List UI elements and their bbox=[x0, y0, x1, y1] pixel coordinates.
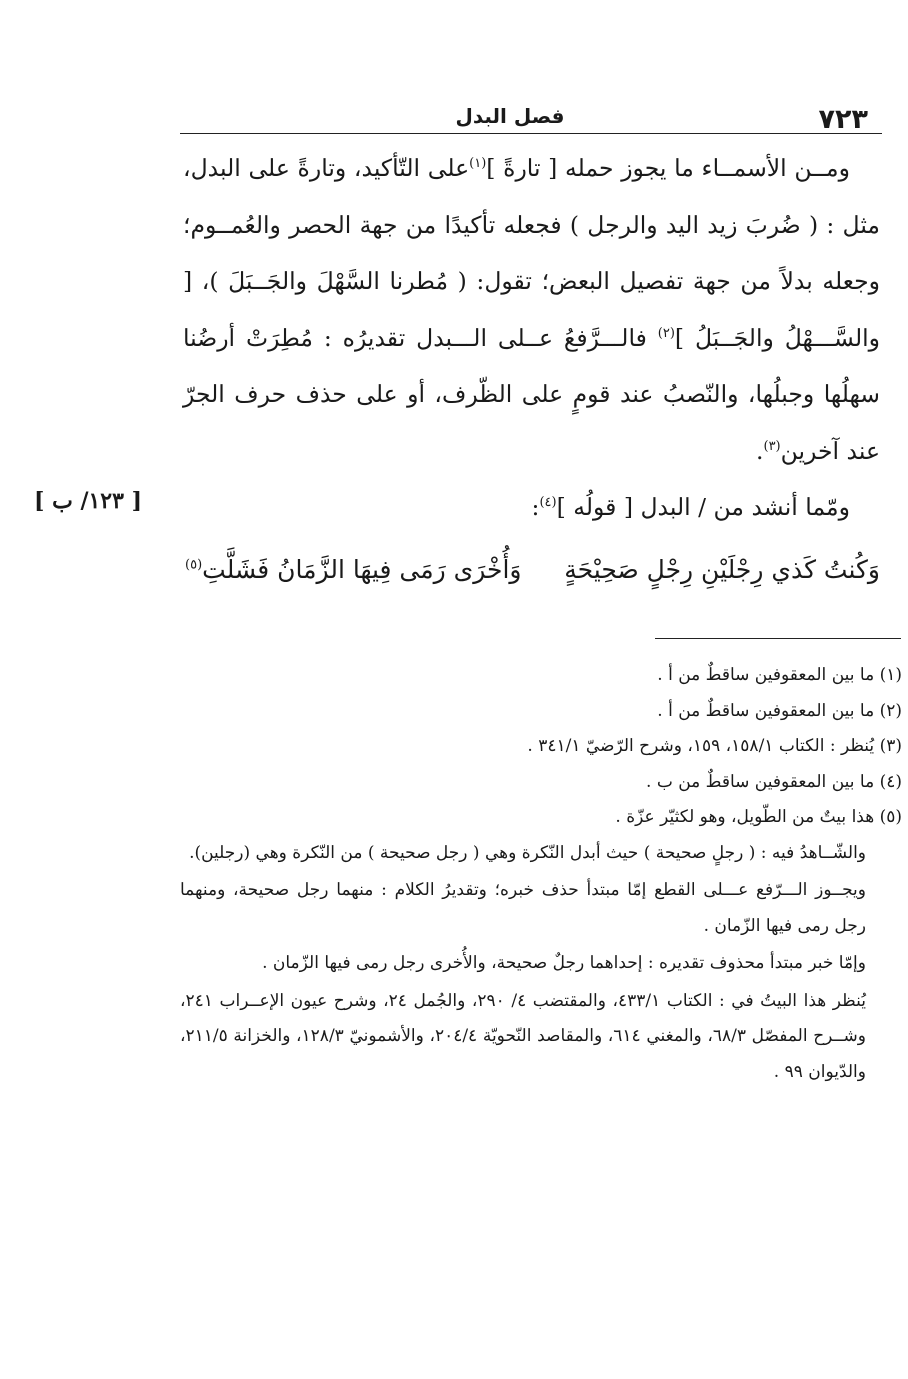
running-title: فصل البدل bbox=[455, 104, 565, 128]
footnote-5-khabar-note: وإمّا خبر مبتدأ محذوف تقديره : إحداهما رجلٌ صحيحة، والأُخرى رجل رمى فيها الزّمان . bbox=[262, 953, 866, 973]
footnote-5: (٥) هذا بيتٌ من الطّويل، وهو لكثيّر عزّة . bbox=[615, 807, 902, 827]
paragraph-1-part-1: ومــن الأسمــاء ما يجوز حمله [ تارةً ] bbox=[486, 154, 850, 182]
footnote-2: (٢) ما بين المعقوفين ساقطٌ من أ . bbox=[657, 700, 902, 721]
footnote-1: (١) ما بين المعقوفين ساقطٌ من أ . bbox=[657, 665, 902, 685]
footnote-5-evidence: والشّــاهدُ فيه : ( رجلٍ صحيحة ) حيث أبدل النّكرة وهي ( رجل صحيحة ) من النّكرة وهي (رجلين). bbox=[189, 842, 866, 863]
verse-second-hemistich bbox=[185, 542, 522, 598]
paragraph-1-part-2: على التّأكيد، وتارةً على البدل، مثل : ( ضُربَ زيد اليد والرجل ) فجعله تأكيدًا من جهة الحصر والعُمــوم؛ وجعله بدلاً من جهة تفصيل البعض؛ تقول: ( مُطرنا السَّهْلَ والجَــبَلَ )، [ والسَّـــهْلُ والجَــبَلُ ] bbox=[183, 154, 881, 352]
footnote-ref-2: (٢) bbox=[657, 325, 675, 341]
footnote-ref-4: (٤) bbox=[539, 495, 557, 511]
manuscript-folio-marker: [ ١٢٣/ ب ] bbox=[34, 488, 143, 514]
paragraph-2 bbox=[183, 479, 880, 536]
main-text bbox=[183, 140, 880, 536]
poetry-verse bbox=[185, 542, 880, 598]
footnote-divider bbox=[655, 638, 901, 639]
footnote-5-sources: يُنظر هذا البيتُ في : الكتاب ٤٣٣/١، والمقتضب ٤/ ٢٩٠، والجُمل ٢٤، وشرح عيون الإعــراب ٢٤١، وشــرح المفصّل ٦٨/٣، والمغني ٦١٤، والمقاصد النّحويّة ٢٠٤/٤، والأشمونيّ ١٢٨/٣، والخزانة ٢١١/٥، والدّيوان ٩٩ . bbox=[180, 990, 866, 1082]
footnote-ref-5: (٥) bbox=[185, 557, 203, 573]
footnote-5-raf-note: ويجــوز الـــرّفع عـــلى القطع إمّا مبتدأ حذف خبره؛ وتقديرُ الكلام : منهما رجل صحيحة، ومنهما رجل رمى فيها الزّمان . bbox=[180, 880, 866, 936]
page-number: ٧٢٣ bbox=[818, 104, 868, 135]
paragraph-2-part-2: : bbox=[531, 493, 540, 521]
footnote-4: (٤) ما بين المعقوفين ساقطٌ من ب . bbox=[646, 771, 902, 792]
footnote-ref-3: (٣) bbox=[763, 438, 781, 454]
paragraph-1-part-4: . bbox=[756, 436, 764, 465]
footnote-ref-1: (١) bbox=[469, 156, 487, 172]
paragraph-1-part-3: فالـــرَّفعُ عــلى الـــبدل تقديرُه : مُطِرَتْ أرضُنا سهلُها وجبلُها، والنّصبُ عند قومٍ على الظّرف، أو على حذف حرف الجرّ عند آخرين bbox=[183, 323, 880, 465]
footnote-3: (٣) يُنظر : الكتاب ١٥٨/١، ١٥٩، وشرح الرّضيّ ٣٤١/١ . bbox=[527, 736, 902, 756]
verse-first-hemistich: وَكُنتُ كَذي رِجْلَيْنِ رِجْلٍ صَحِيْحَةٍ bbox=[564, 555, 880, 584]
header-divider bbox=[180, 133, 882, 134]
paragraph-2-part-1: ومّما أنشد من / البدل [ قولُه ] bbox=[556, 493, 850, 521]
footnotes bbox=[180, 658, 902, 1090]
paragraph-1 bbox=[183, 140, 880, 479]
verse-second-hemistich-text: وَأُخْرَى رَمَى فِيهَا الزَّمَانُ فَشَلَّتِ bbox=[202, 555, 522, 584]
